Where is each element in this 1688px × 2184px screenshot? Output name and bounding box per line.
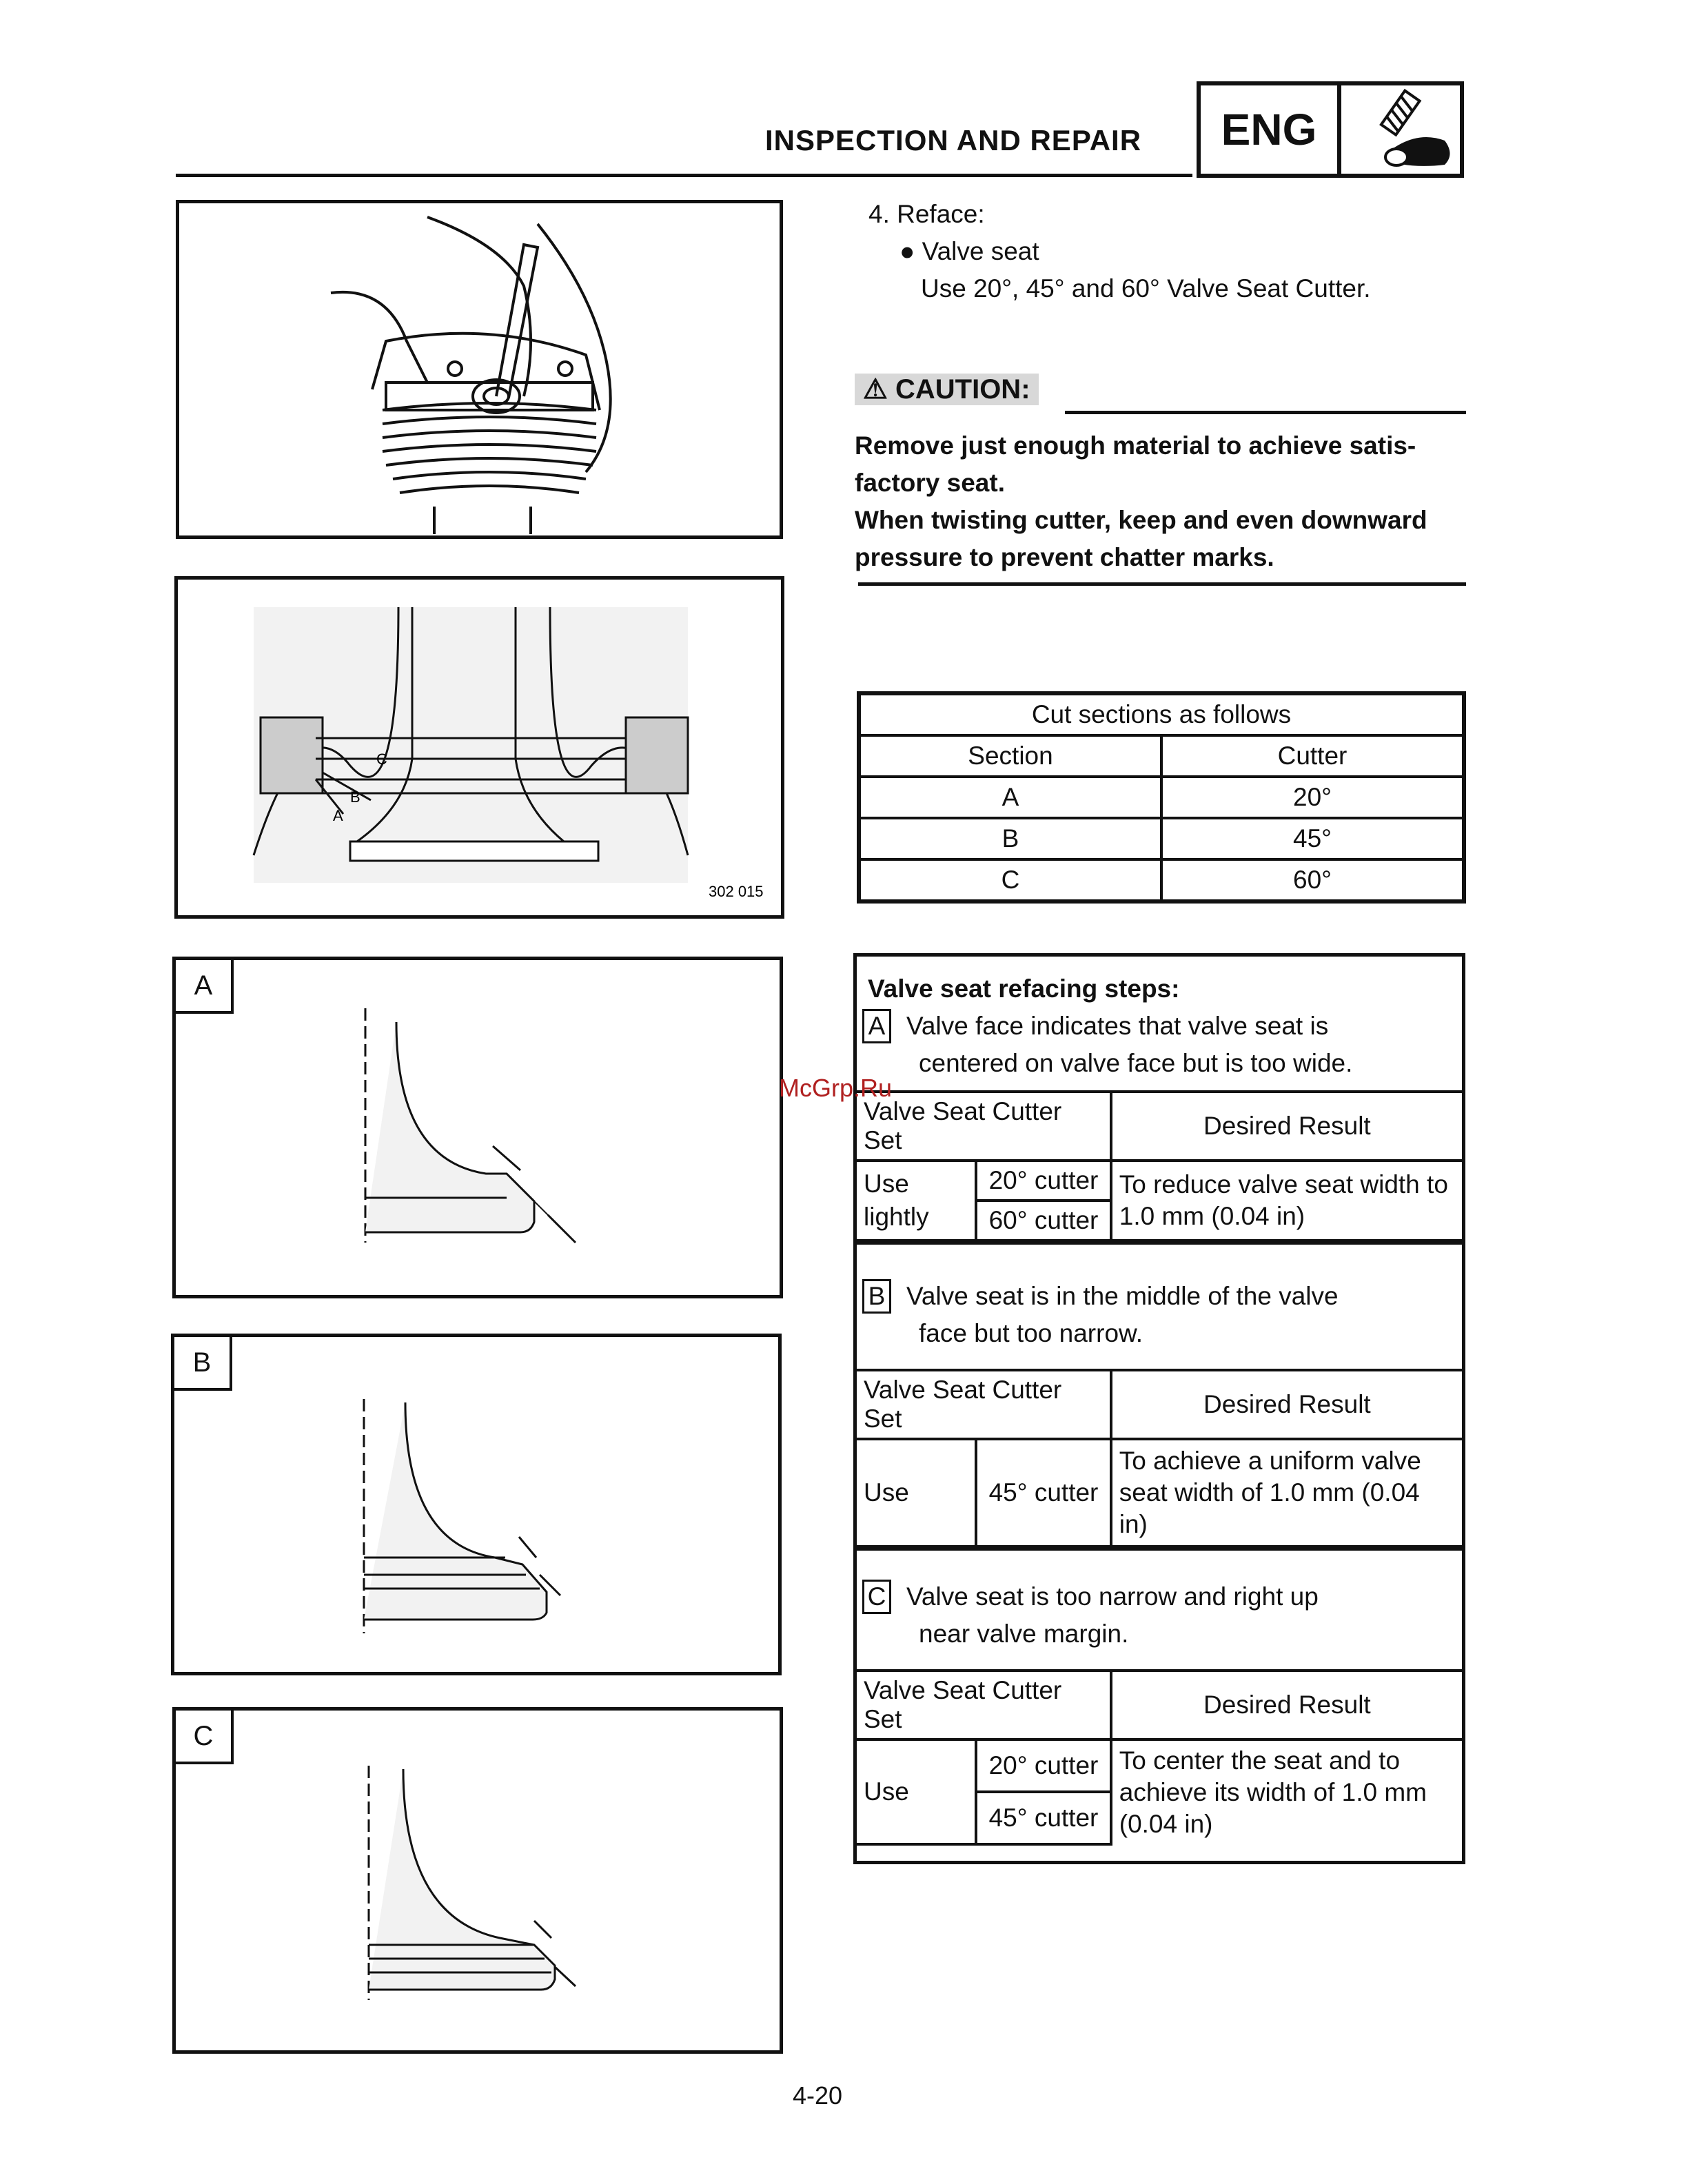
figure-c <box>172 1707 783 2054</box>
step-a-letter: A <box>862 1009 891 1043</box>
figure2-label-b: B <box>350 788 360 806</box>
figure2-code: 302 015 <box>709 883 764 900</box>
figure-b-label: B <box>174 1337 232 1391</box>
page-header-title: INSPECTION AND REPAIR <box>765 124 1142 156</box>
cut-row-cutter: 60° <box>1161 859 1464 901</box>
caution-line-2: factory seat. <box>855 469 1005 497</box>
reface-detail: Use 20°, 45° and 60° Valve Seat Cutter. <box>921 274 1371 303</box>
step-a-result: To reduce valve seat width to 1.0 mm (0.04 in) <box>1111 1161 1462 1241</box>
step-b-col-set: Valve Seat Cutter Set <box>857 1370 1111 1439</box>
step-b-letter: B <box>862 1279 891 1314</box>
reface-bullet-text: Valve seat <box>922 237 1039 265</box>
step-b-desc-2: face but too narrow. <box>919 1319 1143 1347</box>
step-a-col-set: Valve Seat Cutter Set <box>857 1092 1111 1161</box>
step-b-desc <box>857 1242 1462 1369</box>
caution-line-1: Remove just enough material to achieve satis- <box>855 431 1416 460</box>
step-a-table <box>857 1090 1462 1242</box>
step-b-table <box>857 1369 1462 1548</box>
cut-row-section: A <box>859 777 1161 818</box>
step-c-cutter-1: 20° cutter <box>976 1739 1110 1792</box>
caution-label <box>855 374 1039 405</box>
warning-triangle-icon: ⚠ <box>863 374 888 405</box>
figure-b <box>171 1334 782 1675</box>
header-rule <box>176 174 1192 177</box>
figure-c-label: C <box>176 1711 234 1764</box>
refacing-steps <box>853 953 1465 1864</box>
step-a-col-result: Desired Result <box>1111 1092 1462 1161</box>
step-c-table <box>857 1669 1462 1846</box>
section-badge: ENG <box>1197 81 1341 178</box>
step-c-cutter-2: 45° cutter <box>976 1792 1110 1844</box>
cut-row-section: C <box>859 859 1161 901</box>
step-b-use: Use <box>857 1439 976 1547</box>
figure-a <box>172 957 783 1298</box>
page-number: 4-20 <box>793 2081 843 2110</box>
figure-a-label: A <box>176 960 234 1014</box>
reface-bullet <box>899 233 1039 270</box>
step-a-desc-2: centered on valve face but is too wide. <box>919 1049 1353 1077</box>
step-a-use: Use lightly <box>857 1161 976 1241</box>
step-c-desc-1: Valve seat is too narrow and right up <box>906 1582 1319 1611</box>
step-a-cutter-2: 60° cutter <box>976 1201 1110 1241</box>
step-b-cutter-1: 45° cutter <box>976 1439 1110 1547</box>
step-a-desc <box>857 1008 1462 1090</box>
step-c-desc <box>857 1548 1462 1669</box>
cut-row-cutter: 45° <box>1161 818 1464 859</box>
step-c-letter: C <box>862 1580 891 1614</box>
step-a-cutter-1: 20° cutter <box>976 1161 1110 1201</box>
figure-cutter-usage <box>176 200 783 539</box>
cut-sections-table <box>857 691 1466 904</box>
watermark: McGrp.Ru <box>779 1074 893 1102</box>
reface-step: 4. Reface: <box>868 200 985 228</box>
step-c-col-result: Desired Result <box>1111 1671 1462 1739</box>
caution-line-3: When twisting cutter, keep and even downward <box>855 506 1427 534</box>
steps-title: Valve seat refacing steps: <box>868 974 1180 1003</box>
cut-row-cutter: 20° <box>1161 777 1464 818</box>
caution-rule-top <box>1065 411 1466 414</box>
steps-bottom-spacer <box>857 1846 1462 1861</box>
cut-table-title: Cut sections as follows <box>859 693 1464 735</box>
step-b-col-result: Desired Result <box>1111 1370 1462 1439</box>
step-c-col-set: Valve Seat Cutter Set <box>857 1671 1111 1739</box>
figure-valve-section <box>174 576 784 919</box>
figure2-label-a: A <box>333 807 343 824</box>
step-c-result: To center the seat and to achieve its width of 1.0 mm (0.04 in) <box>1111 1739 1462 1844</box>
bullet-icon: ● <box>899 237 915 265</box>
caution-line-4: pressure to prevent chatter marks. <box>855 543 1274 571</box>
figure2-label-c: C <box>376 751 387 768</box>
cut-row-section: B <box>859 818 1161 859</box>
cut-col-cutter: Cutter <box>1161 735 1464 777</box>
step-a-desc-1: Valve face indicates that valve seat is <box>906 1012 1329 1040</box>
cut-col-section: Section <box>859 735 1161 777</box>
step-b-desc-1: Valve seat is in the middle of the valve <box>906 1282 1339 1310</box>
engine-valve-icon <box>1337 81 1464 178</box>
step-c-use: Use <box>857 1739 976 1844</box>
step-c-desc-2: near valve margin. <box>919 1620 1129 1648</box>
caution-text: CAUTION: <box>895 374 1030 405</box>
caution-rule-bottom <box>858 582 1466 586</box>
step-b-result: To achieve a uniform valve seat width of 1.0 mm (0.04 in) <box>1111 1439 1462 1547</box>
